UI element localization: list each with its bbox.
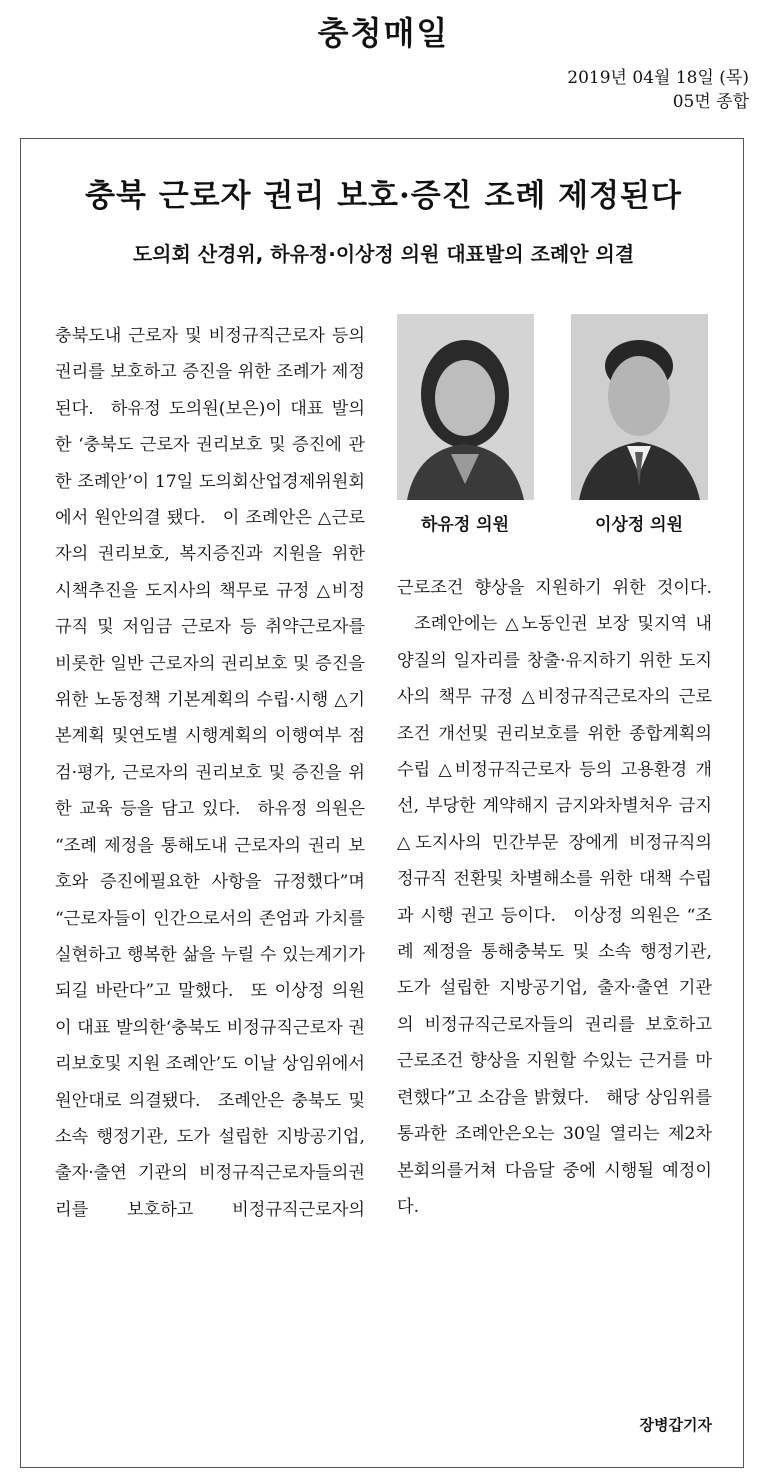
article-text-line: 있는 근거를 마련했다”고 소감을 밝 (397, 1051, 712, 1108)
article-text-line: 진에 관한 조례안’이 17일 도의회 (55, 435, 365, 492)
article-headline: 충북 근로자 권리 보호·증진 조례 제정된다 (85, 178, 682, 214)
article-text-line: 계획의 수립·시행 △기본계획 및 (55, 690, 365, 747)
article-text-line: 지하기 위한 도지사의 책무 규정 △ (397, 650, 712, 708)
article-text-line: 계기가 되길 바란다”고 말했다. (55, 944, 365, 1002)
dateline (567, 66, 749, 114)
portrait-woman-image (397, 314, 534, 500)
article-text-line: 충북도 및 소속 행정기관, 도가 설 (397, 942, 712, 999)
article-text-line: 오는 30일 열리는 제2차 본회의를 (397, 1124, 712, 1181)
article-text-line: 거쳐 다음달 중에 시행될 예정이다. (397, 1160, 712, 1217)
newspaper-masthead: 충청매일 (317, 14, 450, 52)
article-byline: 장병갑기자 (639, 1416, 712, 1434)
article-column-right (397, 570, 712, 1225)
article-text-line: 도내 근로자의 권리 보호와 증진에 (55, 835, 365, 893)
article-text-line: 호, 복지증진과 지원을 위한 시책 (55, 544, 365, 601)
article-text-line: 정규직 및 저임금 근로자 등 취약근 (55, 580, 365, 638)
photo-caption-1: 하유정 의원 (420, 515, 510, 535)
article-text-line: 자 등의 권리를 보호하고 증진을 위 (55, 326, 365, 383)
article-text-line: 로자를 비롯한 일반 근로자의 권리 (55, 617, 365, 674)
article-text-line: 립 △비정규직근로자 등의 고용환 (413, 760, 671, 781)
article-text-line: 이 조례안은 △근로자의 권리보 (55, 508, 366, 565)
article-text-line: 조례안에는 △노동인권 보장 및 (414, 614, 654, 635)
article-text-line: 필요한 사항을 규정했다”며 “근로자 (55, 872, 365, 929)
article-text-line: 연도별 시행계획의 이행여부 점 (128, 726, 365, 747)
article-text-line: 해당 상임위를 통과한 조례안은 (397, 1087, 712, 1145)
article-text-line: 또 이상정 의원이 대표 발의한 (55, 981, 365, 1038)
article-text-line: ‘충북도 비정규직근로자 권리보호 (55, 1017, 366, 1075)
article-text-line: 혔다. (550, 1087, 590, 1108)
photo-caption-2: 이상정 의원 (594, 515, 684, 535)
article-text-line: 한 조례가 제정된다. (55, 362, 365, 419)
article-text-line: 립한 지방공기업, 출자·출연 기관 (456, 978, 712, 999)
article-text-line: 및 지원 조례안’도 이날 상임위에서 (104, 1054, 365, 1075)
article-text-line: 원안대로 의결됐다. (55, 1090, 201, 1111)
article-text-line: 문 장에게 비정규직의 정규직 전환 (397, 832, 713, 890)
article-text-line: 추진을 도지사의 책무로 규정 △비 (88, 580, 349, 601)
article-text-line: 이다. (673, 578, 712, 598)
article-text-line: 차별처우 금지 △도지사의 민간부 (397, 796, 712, 853)
article-text-line: 호하고 근로조건 향상을 지원할 수 (397, 1014, 712, 1072)
article-text-line: 충북도내 근로자 및 비정규직근로 (55, 326, 309, 346)
article-text-line: 들이 인간으로서의 존엄과 가치를 (113, 908, 365, 929)
article-text-line: 행 권고 등이다. (437, 905, 556, 926)
article-text-line: 및 차별해소를 위한 대책 수립과 시 (397, 869, 713, 926)
article-text-line: 지역 내 양질의 일자리를 창출·유 (397, 614, 712, 671)
article-column-left (55, 318, 365, 1228)
publication-date: 2019년 04월 18일 (목) (567, 68, 749, 88)
portrait-photo-lee-sangjeong (571, 314, 708, 500)
article-text-line: 근로조건 향상을 지원하기 위한 것 (397, 578, 674, 598)
article-text-line: 의 비정규직근로자들의 권리를 보 (397, 1014, 663, 1035)
article-text-line: 비정규직근로자의 근로조건 개선 (397, 687, 712, 744)
article-text-line: 하유정 의원은 “조례 제정을 통해 (55, 799, 365, 856)
article-text-line: 및 권리보호를 위한 종합계획의 수 (397, 723, 712, 781)
portrait-man-image (571, 314, 708, 500)
article-subheadline: 도의회 산경위, 하유정·이상정 의원 대표발의 조례안 의결 (132, 242, 635, 266)
article-text-line: 검·평가, 근로자의 권리보호 및 증 (55, 762, 309, 783)
article-text-line: 출연 기관의 비정규직근로자들의 (93, 1163, 349, 1184)
article-text-line: 관, 도가 설립한 지방공기업, 출자· (55, 1126, 365, 1184)
article-text-line: 조례안은 충북도 및 소속 행정기 (55, 1090, 365, 1147)
article-text-line: 하유정 도의원(보은)이 대표 발의 (110, 398, 365, 419)
article-text-line: 한 ‘충북도 근로자 권리보호 및 증 (55, 435, 309, 456)
article-text-line: 권리를 보호하고 비정규직근로자의 (55, 1163, 365, 1220)
article-text-line: 보호 및 증진을 위한 노동정책 기본 (55, 653, 365, 711)
article-text-line: 이상정 의원은 “조례 제정을 통해 (397, 905, 712, 963)
portrait-photo-ha-yujeong (397, 314, 534, 500)
article-text-line: 경 개선, 부당한 계약해지 금지와 (397, 760, 713, 817)
page-section: 05면 종합 (672, 92, 749, 112)
article-text-line: 진을 위한 교육 등을 담고 있다. (55, 762, 365, 820)
article-text-line: 실현하고 행복한 삶을 누릴 수 있는 (55, 944, 316, 965)
article-text-line: 산업경제위원회에서 원안의결 됐다. (55, 471, 365, 529)
